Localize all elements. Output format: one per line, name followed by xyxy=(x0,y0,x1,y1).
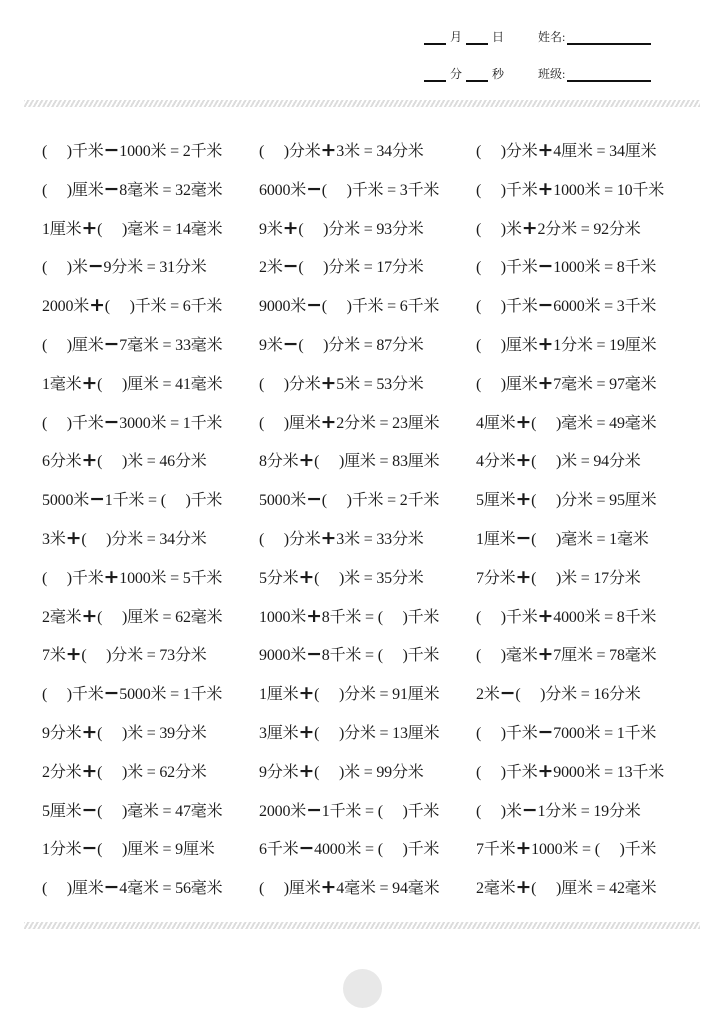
minus-operator: − xyxy=(499,682,516,705)
minus-operator: − xyxy=(282,255,299,278)
date-row xyxy=(424,28,651,45)
problem-item: 2毫米+( )厘米 = 42毫米 xyxy=(476,876,657,899)
minus-operator: − xyxy=(306,294,322,317)
problem-item: 1分米−( )厘米 = 9厘米 xyxy=(42,837,215,860)
minus-operator: − xyxy=(306,643,322,666)
plus-operator: + xyxy=(81,216,98,239)
problem-item: 1厘米+( )毫米 = 14毫米 xyxy=(42,216,223,239)
plus-operator: + xyxy=(81,449,98,472)
plus-operator: + xyxy=(515,837,532,860)
page-indicator-dot[interactable] xyxy=(343,969,382,1008)
plus-operator: + xyxy=(521,216,538,239)
problem-item: ( )厘米+2分米 = 23厘米 xyxy=(259,410,440,433)
top-hatched-divider xyxy=(24,100,700,107)
problem-item: ( )毫米+7厘米 = 78毫米 xyxy=(476,643,657,666)
minus-operator: − xyxy=(537,255,554,278)
seconds-blank[interactable] xyxy=(466,70,488,82)
month-label: 月 xyxy=(450,30,463,44)
problem-item: ( )分米+4厘米 = 34厘米 xyxy=(476,139,657,161)
problem-item: ( )千米−1000米 = 2千米 xyxy=(42,139,223,161)
problem-item: ( )千米−3000米 = 1千米 xyxy=(42,410,223,433)
problem-item: ( )千米+4000米 = 8千米 xyxy=(476,604,657,627)
plus-operator: + xyxy=(81,759,98,782)
plus-operator: + xyxy=(298,449,315,472)
plus-operator: + xyxy=(537,177,554,200)
name-blank[interactable] xyxy=(567,33,651,45)
problem-item: ( )厘米−7毫米 = 33毫米 xyxy=(42,332,223,355)
problem-grid xyxy=(42,138,716,914)
problem-item: ( )千米+1000米 = 5千米 xyxy=(42,565,223,588)
plus-operator: + xyxy=(282,216,299,239)
minus-operator: − xyxy=(87,255,104,278)
problem-item: ( )厘米−4毫米 = 56毫米 xyxy=(42,876,223,899)
plus-operator: + xyxy=(81,604,98,627)
minus-operator: − xyxy=(306,798,322,821)
name-label: 姓名: xyxy=(538,30,566,44)
plus-operator: + xyxy=(81,720,98,743)
seconds-label: 秒 xyxy=(492,67,505,81)
problem-item: 5000米−1千米 = ( )千米 xyxy=(42,488,223,511)
problem-item: ( )分米+5米 = 53分米 xyxy=(259,371,424,394)
minus-operator: − xyxy=(282,332,299,355)
problem-item: 2米−( )分米 = 16分米 xyxy=(476,682,641,705)
problem-item: 1000米+8千米 = ( )千米 xyxy=(259,604,440,627)
problem-item: 7千米+1000米 = ( )千米 xyxy=(476,837,657,860)
plus-operator: + xyxy=(537,371,554,394)
problem-item: 1毫米+( )厘米 = 41毫米 xyxy=(42,371,223,394)
minus-operator: − xyxy=(103,139,120,161)
problem-item: 9分米+( )米 = 39分米 xyxy=(42,720,207,743)
problem-item: ( )厘米+4毫米 = 94毫米 xyxy=(259,876,440,899)
plus-operator: + xyxy=(515,876,532,899)
problem-item: 9米−( )分米 = 87分米 xyxy=(259,332,424,355)
plus-operator: + xyxy=(298,682,315,705)
minutes-blank[interactable] xyxy=(424,70,446,82)
problem-item: 4分米+( )米 = 94分米 xyxy=(476,449,641,472)
problem-item: ( )分米+3米 = 33分米 xyxy=(259,526,424,549)
problem-item: ( )米−9分米 = 31分米 xyxy=(42,255,207,278)
plus-operator: + xyxy=(89,294,105,317)
problem-item: 2000米+( )千米 = 6千米 xyxy=(42,294,223,317)
minus-operator: − xyxy=(103,682,120,705)
problem-item: 1厘米+( )分米 = 91厘米 xyxy=(259,682,440,705)
minus-operator: − xyxy=(515,526,532,549)
problem-item: ( )千米+1000米 = 10千米 xyxy=(476,177,665,200)
problem-item: 9000米−8千米 = ( )千米 xyxy=(259,643,440,666)
problem-item: 5000米−( )千米 = 2千米 xyxy=(259,488,440,511)
minus-operator: − xyxy=(81,837,98,860)
minus-operator: − xyxy=(103,410,120,433)
problem-item: 3厘米+( )分米 = 13厘米 xyxy=(259,720,440,743)
minus-operator: − xyxy=(298,837,315,860)
problem-item: 6分米+( )米 = 46分米 xyxy=(42,449,207,472)
problem-item: 2分米+( )米 = 62分米 xyxy=(42,759,207,782)
plus-operator: + xyxy=(515,488,532,511)
time-row xyxy=(424,65,651,82)
minus-operator: − xyxy=(103,177,120,200)
problem-item: ( )米−1分米 = 19分米 xyxy=(476,798,641,821)
plus-operator: + xyxy=(320,410,337,433)
plus-operator: + xyxy=(65,643,82,666)
day-label: 日 xyxy=(492,30,505,44)
day-blank[interactable] xyxy=(466,33,488,45)
plus-operator: + xyxy=(537,643,554,666)
plus-operator: + xyxy=(515,449,532,472)
problem-item: 1厘米−( )毫米 = 1毫米 xyxy=(476,526,649,549)
problem-item: 9000米−( )千米 = 6千米 xyxy=(259,294,440,317)
worksheet-header xyxy=(0,0,724,96)
plus-operator: + xyxy=(537,604,554,627)
problem-item: 5厘米+( )分米 = 95厘米 xyxy=(476,488,657,511)
plus-operator: + xyxy=(515,565,532,588)
problem-item: ( )分米+3米 = 34分米 xyxy=(259,139,424,161)
plus-operator: + xyxy=(320,526,337,549)
problem-item: 7分米+( )米 = 17分米 xyxy=(476,565,641,588)
problem-item: 4厘米+( )毫米 = 49毫米 xyxy=(476,410,657,433)
minus-operator: − xyxy=(306,488,322,511)
problem-item: ( )千米−1000米 = 8千米 xyxy=(476,255,657,278)
plus-operator: + xyxy=(320,876,337,899)
plus-operator: + xyxy=(320,139,337,161)
problem-item: 9米+( )分米 = 93分米 xyxy=(259,216,424,239)
plus-operator: + xyxy=(81,371,98,394)
problem-item: 8分米+( )厘米 = 83厘米 xyxy=(259,449,440,472)
problem-item: ( )厘米+7毫米 = 97毫米 xyxy=(476,371,657,394)
problem-item: ( )米+2分米 = 92分米 xyxy=(476,216,641,239)
plus-operator: + xyxy=(298,565,315,588)
class-blank[interactable] xyxy=(567,70,651,82)
class-label: 班级: xyxy=(538,67,566,81)
problem-item: 5分米+( )米 = 35分米 xyxy=(259,565,424,588)
month-blank[interactable] xyxy=(424,33,446,45)
plus-operator: + xyxy=(298,720,315,743)
problem-item: 2000米−1千米 = ( )千米 xyxy=(259,798,440,821)
problem-item: ( )千米−6000米 = 3千米 xyxy=(476,294,657,317)
minus-operator: − xyxy=(103,876,120,899)
problem-item: ( )千米−5000米 = 1千米 xyxy=(42,682,223,705)
problem-item: 6000米−( )千米 = 3千米 xyxy=(259,177,440,200)
minus-operator: − xyxy=(521,798,538,821)
problem-item: 5厘米−( )毫米 = 47毫米 xyxy=(42,798,223,821)
minutes-label: 分 xyxy=(450,67,463,81)
plus-operator: + xyxy=(306,604,322,627)
problem-item: ( )厘米+1分米 = 19厘米 xyxy=(476,332,657,355)
minus-operator: − xyxy=(103,332,120,355)
plus-operator: + xyxy=(537,332,554,355)
problem-item: 6千米−4000米 = ( )千米 xyxy=(259,837,440,860)
plus-operator: + xyxy=(103,565,120,588)
plus-operator: + xyxy=(515,410,532,433)
problem-item: ( )千米−7000米 = 1千米 xyxy=(476,720,657,743)
bottom-hatched-divider xyxy=(24,922,700,929)
minus-operator: − xyxy=(89,488,105,511)
plus-operator: + xyxy=(537,139,554,161)
problem-item: ( )千米+9000米 = 13千米 xyxy=(476,759,665,782)
problem-item: 2米−( )分米 = 17分米 xyxy=(259,255,424,278)
problem-item: 7米+( )分米 = 73分米 xyxy=(42,643,207,666)
plus-operator: + xyxy=(65,526,82,549)
minus-operator: − xyxy=(306,177,322,200)
problem-item: ( )厘米−8毫米 = 32毫米 xyxy=(42,177,223,200)
minus-operator: − xyxy=(81,798,98,821)
problem-item: 9分米+( )米 = 99分米 xyxy=(259,759,424,782)
minus-operator: − xyxy=(537,294,554,317)
problem-item: 3米+( )分米 = 34分米 xyxy=(42,526,207,549)
plus-operator: + xyxy=(320,371,337,394)
plus-operator: + xyxy=(537,759,554,782)
plus-operator: + xyxy=(298,759,315,782)
minus-operator: − xyxy=(537,720,554,743)
problem-item: 2毫米+( )厘米 = 62毫米 xyxy=(42,604,223,627)
